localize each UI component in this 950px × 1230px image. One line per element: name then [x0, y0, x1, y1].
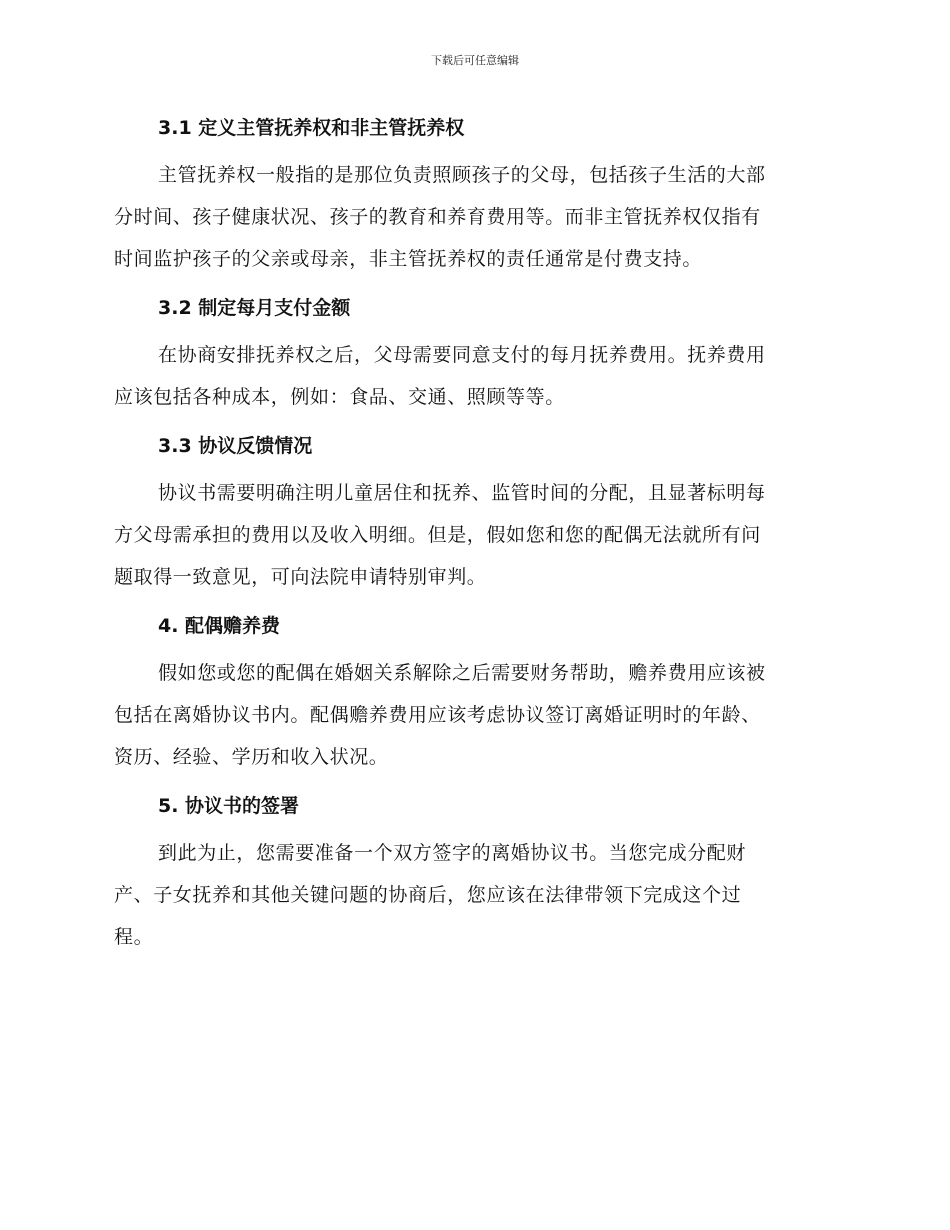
- paragraph-line: 在协商安排抚养权之后，父母需要同意支付的每月抚养费用。抚养费用: [158, 344, 766, 366]
- paragraph-line: 资历、经验、学历和收入状况。: [114, 746, 389, 768]
- section-heading-3-1: 3.1 定义主管抚养权和非主管抚养权: [158, 117, 465, 139]
- paragraph-line: 方父母需承担的费用以及收入明细。但是，假如您和您的配偶无法就所有问: [114, 524, 761, 546]
- paragraph-line: 时间监护孩子的父亲或母亲，非主管抚养权的责任通常是付费支持。: [114, 248, 703, 270]
- paragraph-line: 产、子女抚养和其他关键问题的协商后，您应该在法律带领下完成这个过: [114, 884, 742, 906]
- section-heading-5: 5. 协议书的签署: [158, 795, 300, 817]
- section-paragraph-3-1: [114, 154, 834, 280]
- paragraph-line: 协议书需要明确注明儿童居住和抚养、监管时间的分配，且显著标明每: [158, 482, 766, 504]
- section-heading-3-3: 3.3 协议反馈情况: [158, 435, 313, 457]
- page-header: 下载后可任意编辑: [431, 54, 519, 67]
- section-paragraph-5: [114, 832, 834, 958]
- paragraph-line: 题取得一致意见，可向法院申请特别审判。: [114, 566, 487, 588]
- paragraph-line: 应该包括各种成本，例如：食品、交通、照顾等等。: [114, 386, 565, 408]
- paragraph-line: 包括在离婚协议书内。配偶赡养费用应该考虑协议签订离婚证明时的年龄、: [114, 704, 761, 726]
- section-heading-3-2: 3.2 制定每月支付金额: [158, 297, 351, 319]
- paragraph-line: 分时间、孩子健康状况、孩子的教育和养育费用等。而非主管抚养权仅指有: [114, 206, 761, 228]
- paragraph-line: 主管抚养权一般指的是那位负责照顾孩子的父母，包括孩子生活的大部: [158, 164, 766, 186]
- section-paragraph-3-3: [114, 472, 834, 598]
- paragraph-line: 到此为止，您需要准备一个双方签字的离婚协议书。当您完成分配财: [158, 842, 747, 864]
- section-paragraph-3-2: [114, 334, 834, 418]
- section-paragraph-4: [114, 652, 834, 778]
- section-heading-4: 4. 配偶赡养费: [158, 615, 281, 637]
- paragraph-line: 假如您或您的配偶在婚姻关系解除之后需要财务帮助，赡养费用应该被: [158, 662, 766, 684]
- paragraph-line: 程。: [114, 926, 154, 948]
- document-body: [114, 108, 834, 966]
